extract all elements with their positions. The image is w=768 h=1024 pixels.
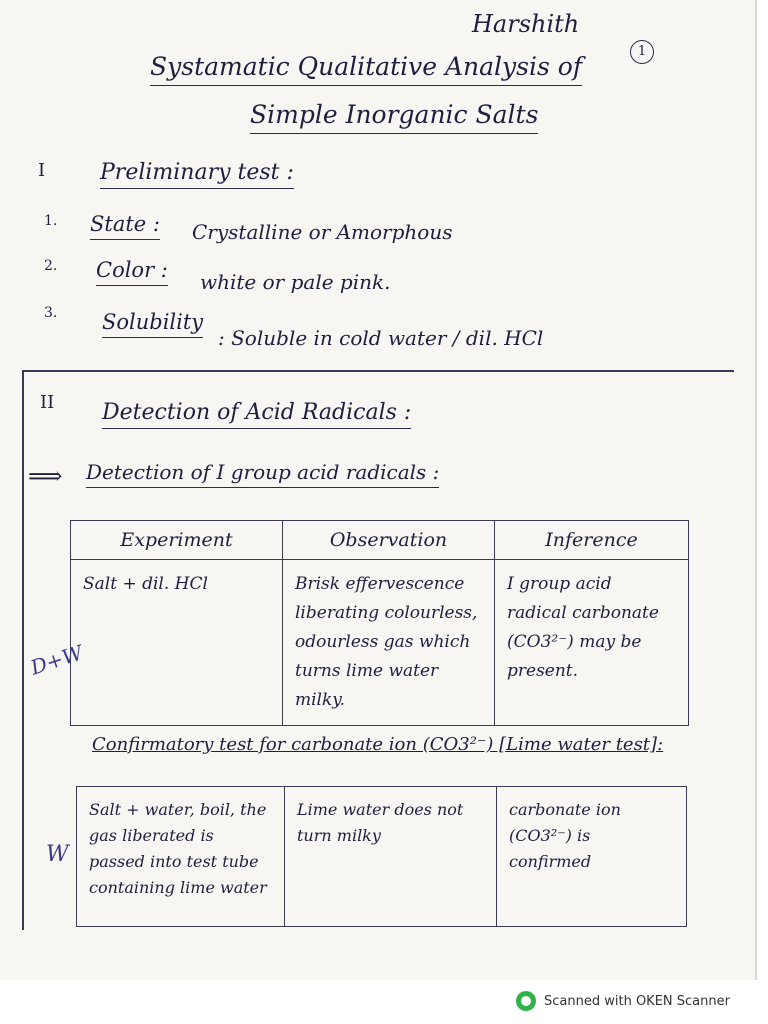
header-inference: Inference	[495, 521, 689, 560]
item-3-label: Solubility	[102, 310, 203, 338]
item-1-label: State :	[90, 212, 160, 240]
scanner-watermark-text: Scanned with OKEN Scanner	[544, 993, 730, 1009]
confirmatory-heading: Confirmatory test for carbonate ion (CO3²⁻) [Lime water test]:	[92, 734, 664, 755]
item-3-number: 3.	[44, 305, 58, 321]
header-observation: Observation	[283, 521, 495, 560]
cell-inference: I group acid radical carbonate (CO3²⁻) may be present.	[495, 560, 689, 726]
section-1-title: Preliminary test :	[100, 160, 294, 189]
item-1-number: 1.	[44, 213, 58, 229]
section-2-title: Detection of Acid Radicals :	[102, 400, 411, 429]
cell-observation: Brisk effervescence liberating colourless, odourless gas which turns lime water milky.	[283, 560, 495, 726]
title-line-2: Simple Inorganic Salts	[250, 100, 538, 134]
cell-observation: Lime water does not turn milky	[285, 787, 497, 927]
item-2-value: white or pale pink.	[200, 270, 391, 294]
title-line-1: Systamatic Qualitative Analysis of	[150, 52, 582, 86]
cell-experiment: Salt + water, boil, the gas liberated is passed into test tube containing lime water	[77, 787, 285, 927]
cell-experiment: Salt + dil. HCl	[71, 560, 283, 726]
table-header-row	[71, 521, 689, 560]
table-row	[71, 560, 689, 726]
section-1-number: I	[38, 160, 46, 181]
section-2-subtitle: Detection of I group acid radicals :	[86, 460, 439, 488]
item-2-number: 2.	[44, 258, 58, 274]
section-2-number: II	[40, 392, 55, 413]
section-divider	[22, 370, 734, 372]
margin-note-w: W	[46, 842, 69, 867]
table-row	[77, 787, 687, 927]
table-group-1-acid-radicals	[70, 520, 689, 726]
item-1-value: Crystalline or Amorphous	[192, 220, 453, 244]
arrow-icon: ⟹	[28, 462, 63, 490]
item-2-label: Color :	[96, 258, 168, 286]
header-experiment: Experiment	[71, 521, 283, 560]
scanner-watermark	[516, 990, 730, 1012]
table-confirmatory-test	[76, 786, 687, 927]
margin-note-dw: D+W	[27, 640, 86, 680]
cell-inference: carbonate ion (CO3²⁻) is confirmed	[497, 787, 687, 927]
author-name: Harshith	[472, 10, 580, 38]
margin-line	[22, 370, 24, 930]
page-number: 1	[630, 40, 654, 64]
scanner-logo-icon	[516, 991, 536, 1011]
item-3-value: : Soluble in cold water / dil. HCl	[218, 326, 544, 350]
